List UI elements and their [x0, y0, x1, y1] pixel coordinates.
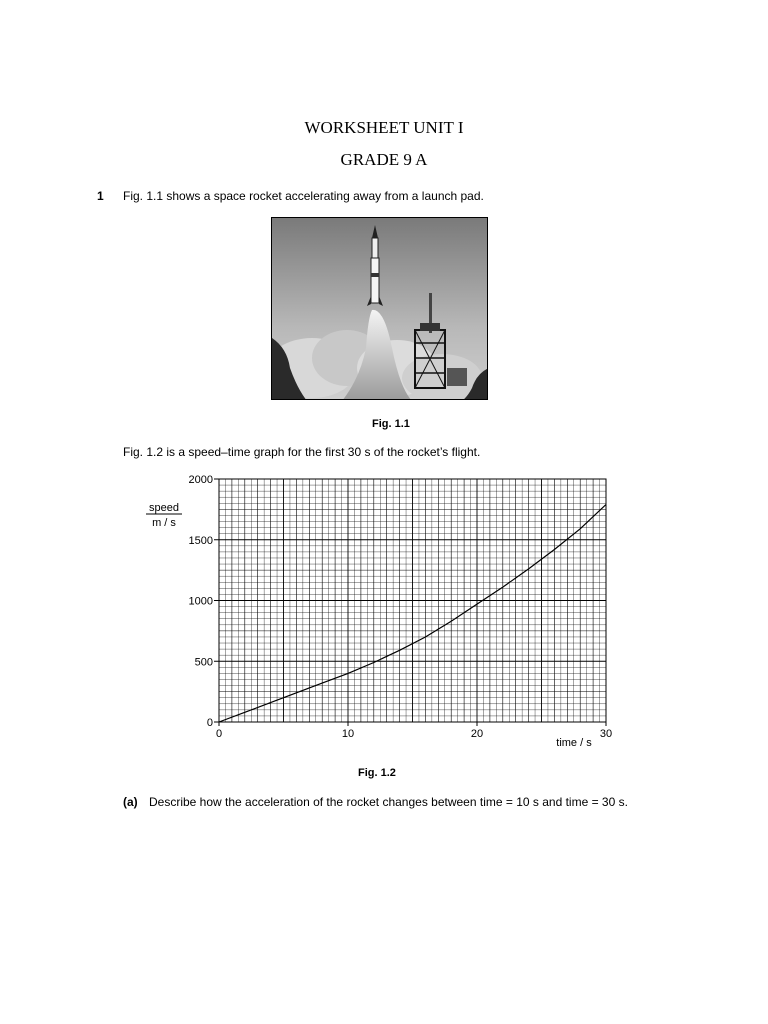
y-tick-label: 0: [206, 717, 213, 729]
part-a-question: Describe how the acceleration of the rocket changes between time = 10 s and time = 30 s.: [149, 795, 628, 809]
y-tick-label: 1000: [188, 595, 213, 608]
y-tick-label: 500: [194, 656, 213, 669]
question-text: Fig. 1.1 shows a space rocket accelerating away from a launch pad.: [123, 189, 484, 203]
question-number: 1: [97, 189, 104, 203]
figure-caption-1: Fig. 1.1: [372, 418, 410, 430]
y-axis-label-bottom: m / s: [152, 517, 176, 529]
y-tick-label: 1500: [188, 534, 213, 547]
graph-grid: [219, 479, 606, 722]
page-title: WORKSHEET UNIT I: [304, 118, 464, 137]
axis-ticks: [189, 474, 613, 740]
x-tick-label: 30: [599, 728, 613, 740]
page-subtitle: GRADE 9 A: [340, 150, 428, 169]
y-axis-label-top: speed: [149, 502, 179, 514]
part-a-label: (a): [123, 795, 138, 809]
x-tick-label: 10: [341, 728, 355, 740]
x-tick-label: 0: [215, 728, 223, 740]
figure-caption-2: Fig. 1.2: [358, 767, 396, 779]
x-tick-label: 20: [470, 728, 484, 740]
y-tick-label: 2000: [188, 474, 213, 486]
graph-intro-text: Fig. 1.2 is a speed–time graph for the first 30 s of the rocket’s flight.: [123, 445, 481, 459]
x-axis-label: time / s: [556, 737, 592, 749]
